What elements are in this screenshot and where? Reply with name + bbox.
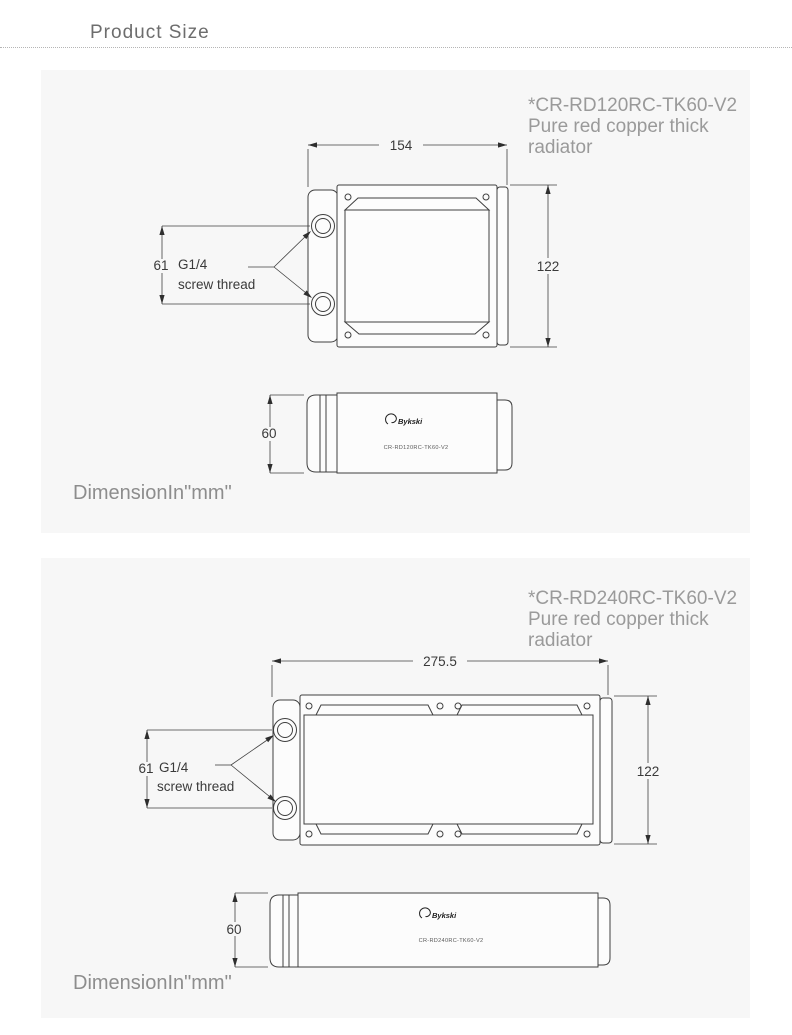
right-tank-bar bbox=[497, 187, 508, 345]
dim-thickness-label: 60 bbox=[261, 426, 277, 441]
dim-port-spacing-label: 61 bbox=[138, 761, 154, 776]
radiator-top-view bbox=[135, 653, 665, 845]
dimension-width bbox=[272, 653, 608, 697]
unit-note: DimensionIn"mm" bbox=[73, 482, 232, 504]
side-tank bbox=[270, 895, 298, 967]
section-header bbox=[0, 0, 792, 48]
thread-callout bbox=[178, 229, 314, 300]
g14-port-top bbox=[274, 719, 297, 742]
g14-port-top bbox=[312, 215, 335, 238]
g14-port-bottom bbox=[312, 293, 335, 316]
brand-wordmark: Bykski bbox=[432, 911, 457, 920]
thread-type-label: screw thread bbox=[157, 779, 235, 794]
dimension-port-spacing bbox=[135, 730, 272, 808]
thread-callout bbox=[157, 733, 278, 804]
dimension-width bbox=[308, 137, 507, 187]
side-tank bbox=[307, 395, 337, 472]
product-model-line: *CR-RD240RC-TK60-V2 bbox=[528, 588, 738, 609]
thread-type-label: screw thread bbox=[178, 277, 256, 292]
product-size-panel-240 bbox=[41, 558, 750, 1018]
thread-size-label: G1/4 bbox=[159, 760, 189, 775]
dim-thickness-label: 60 bbox=[226, 922, 242, 937]
brand-wordmark: Bykski bbox=[398, 417, 423, 426]
radiator-drawing-240 bbox=[41, 558, 750, 1018]
side-model-label: CR-RD240RC-TK60-V2 bbox=[418, 938, 484, 944]
side-model-label: CR-RD120RC-TK60-V2 bbox=[383, 445, 449, 451]
dim-width-label: 275.5 bbox=[423, 654, 457, 669]
side-end-cap bbox=[497, 400, 512, 470]
radiator-body bbox=[300, 695, 600, 845]
dim-port-spacing-label: 61 bbox=[153, 258, 169, 273]
product-desc-line2: radiator bbox=[528, 137, 593, 158]
unit-note: DimensionIn"mm" bbox=[73, 972, 232, 994]
dimension-thickness bbox=[222, 893, 268, 967]
dim-height-label: 122 bbox=[636, 764, 660, 779]
dim-width-label: 154 bbox=[389, 138, 413, 153]
radiator-body bbox=[337, 185, 497, 347]
dimension-height bbox=[510, 185, 565, 347]
g14-port-bottom bbox=[274, 797, 297, 820]
dimension-thickness bbox=[257, 395, 304, 473]
right-tank-bar bbox=[600, 698, 612, 843]
product-desc-line1: Pure red copper thick bbox=[528, 609, 709, 630]
thread-size-label: G1/4 bbox=[178, 257, 208, 272]
dimension-height bbox=[614, 696, 665, 844]
dim-height-label: 122 bbox=[536, 259, 560, 274]
side-end-cap bbox=[598, 898, 610, 965]
radiator-top-view bbox=[149, 137, 565, 347]
radiator-side-view bbox=[222, 893, 610, 967]
page-title: Product Size bbox=[90, 22, 210, 43]
side-body bbox=[337, 393, 497, 473]
side-body bbox=[298, 893, 598, 967]
radiator-drawing-120 bbox=[41, 70, 750, 533]
product-model-line: *CR-RD120RC-TK60-V2 bbox=[528, 95, 738, 116]
product-desc-line1: Pure red copper thick bbox=[528, 116, 709, 137]
product-size-panel-120 bbox=[41, 70, 750, 533]
dimension-port-spacing bbox=[149, 226, 310, 304]
product-desc-line2: radiator bbox=[528, 630, 593, 651]
left-tank bbox=[308, 190, 338, 342]
radiator-side-view bbox=[257, 393, 512, 473]
